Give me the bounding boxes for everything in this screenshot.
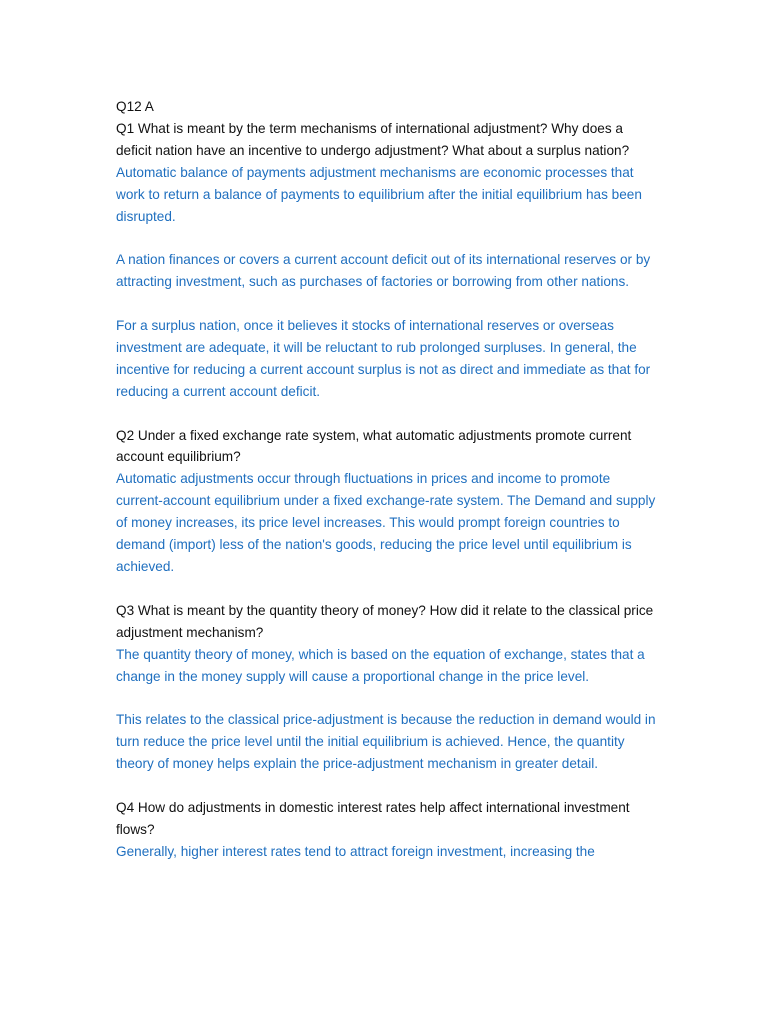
paragraph-spacer	[116, 775, 656, 797]
paragraph-spacer	[116, 403, 656, 425]
answer-2-paragraph-1: Automatic adjustments occur through fluctuations in prices and income to promote current-account equilibrium under a fixed exchange-rate system. The Demand and supply of money increases, its price level increases. This would prompt foreign countries to demand (import) less of the nation's goods, reducing the price level until equilibrium is achieved.	[116, 471, 656, 574]
answer-3-paragraph-2: This relates to the classical price-adjustment is because the reduction in demand would in turn reduce the price level until the initial equilibrium is achieved. Hence, the quantity theory of money helps explain the price-adjustment mechanism in greater detail.	[116, 712, 656, 772]
document-heading: Q12 A	[116, 99, 154, 114]
answer-3-paragraph-1: The quantity theory of money, which is based on the equation of exchange, states that a change in the money supply will cause a proportional change in the price level.	[116, 646, 645, 684]
answer-1-paragraph-2: A nation finances or covers a current account deficit out of its international reserves or by attracting investment, such as purchases of factories or borrowing from other nations.	[116, 252, 651, 290]
question-2: Q2 Under a fixed exchange rate system, what automatic adjustments promote current account equilibrium?	[116, 427, 632, 465]
answer-4-paragraph-1: Generally, higher interest rates tend to attract foreign investment, increasing the	[116, 843, 595, 859]
question-4: Q4 How do adjustments in domestic interest rates help affect international investment flows?	[116, 799, 630, 837]
document-page	[116, 96, 656, 863]
answer-1-paragraph-1: Automatic balance of payments adjustment mechanisms are economic processes that work to return a balance of payments to equilibrium after the initial equilibrium has been disrupted.	[116, 164, 642, 224]
answer-1-paragraph-3: For a surplus nation, once it believes it stocks of international reserves or overseas investment are adequate, it will be reluctant to rub prolonged surpluses. In general, the incentive for reducing a current account surplus is not as direct and immediate as that for reducing a current account deficit.	[116, 318, 651, 399]
question-1: Q1 What is meant by the term mechanisms of international adjustment? Why does a deficit nation have an incentive to undergo adjustment? What about a surplus nation?	[116, 120, 630, 158]
paragraph-spacer	[116, 227, 656, 249]
paragraph-spacer	[116, 578, 656, 600]
paragraph-spacer	[116, 687, 656, 709]
paragraph-spacer	[116, 293, 656, 315]
question-3: Q3 What is meant by the quantity theory of money? How did it relate to the classical price adjustment mechanism?	[116, 602, 654, 640]
